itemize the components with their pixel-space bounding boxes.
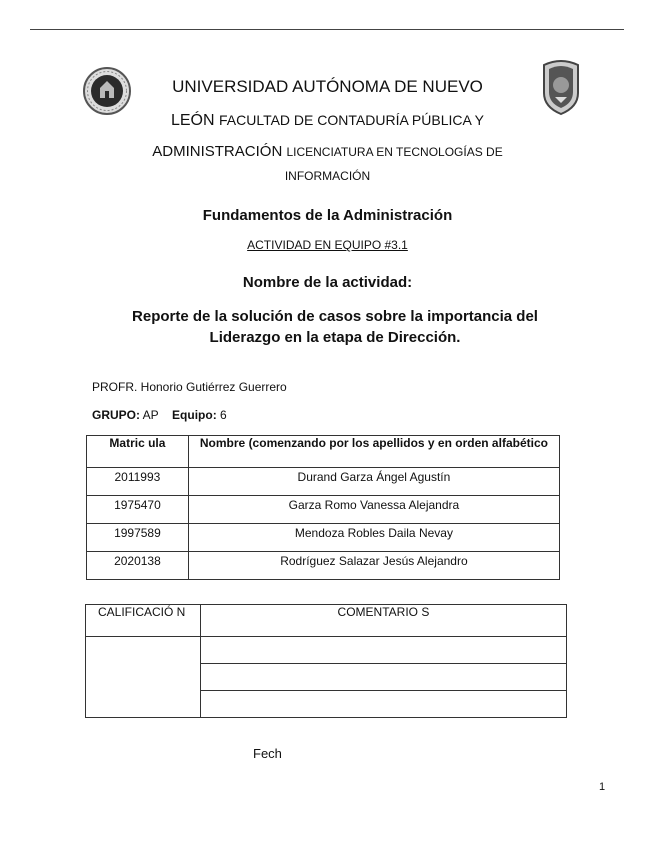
equipo-label: Equipo: (172, 408, 217, 422)
table-row (87, 468, 560, 496)
table-row (87, 524, 560, 552)
nombre-cell: Mendoza Robles Daila Nevay (188, 524, 559, 552)
subject-title: Fundamentos de la Administración (202, 207, 453, 224)
header-rule (30, 29, 624, 30)
matricula-header: Matric ula (87, 436, 189, 468)
table-row (87, 552, 560, 580)
comentario-cell (200, 664, 566, 691)
nombre-header: Nombre (comenzando por los apellidos y en orden alfabético (188, 436, 559, 468)
nombre-cell: Durand Garza Ángel Agustín (188, 468, 559, 496)
professor-name: PROFR. Honorio Gutiérrez Guerrero (92, 380, 287, 394)
grupo-label: GRUPO: (92, 408, 140, 422)
matricula-cell: 2020138 (87, 552, 189, 580)
header-line-4: INFORMACIÓN (284, 169, 371, 183)
calificacion-cell (86, 637, 201, 718)
activity-name-label: Nombre de la actividad: (242, 274, 413, 291)
nombre-cell: Rodríguez Salazar Jesús Alejandro (188, 552, 559, 580)
header-line-2a: LEÓN (170, 112, 215, 129)
grades-table (85, 604, 567, 718)
grades-header-row (86, 605, 567, 637)
comentario-cell (200, 637, 566, 664)
matricula-cell: 2011993 (87, 468, 189, 496)
matricula-cell: 1975470 (87, 496, 189, 524)
comentario-cell (200, 691, 566, 718)
nombre-cell: Garza Romo Vanessa Alejandra (188, 496, 559, 524)
date-label: Fech (253, 746, 282, 761)
grupo-value: AP (142, 408, 159, 422)
members-header-row (87, 436, 560, 468)
header-line-1: UNIVERSIDAD AUTÓNOMA DE NUEVO (172, 77, 483, 96)
page-number: 1 (599, 781, 606, 793)
header-line-3a: ADMINISTRACIÓN (152, 143, 283, 160)
equipo-value: 6 (220, 408, 227, 422)
grades-row (86, 637, 567, 664)
activity-code: ACTIVIDAD EN EQUIPO #3.1 (247, 238, 408, 252)
header-line-3 (0, 143, 655, 160)
header-line-3b: LICENCIATURA EN TECNOLOGÍAS DE (286, 145, 503, 159)
group-line (92, 408, 227, 422)
table-row (87, 496, 560, 524)
matricula-cell: 1997589 (87, 524, 189, 552)
calificacion-header: CALIFICACIÓ N (86, 605, 201, 637)
header-line-2b: FACULTAD DE CONTADURÍA PÚBLICA Y (219, 112, 485, 128)
members-table (86, 435, 560, 580)
header-line-2 (0, 112, 655, 130)
activity-title: Reporte de la solución de casos sobre la importancia del Liderazgo en la etapa de Dirección. (132, 308, 538, 346)
comentarios-header: COMENTARIO S (200, 605, 566, 637)
